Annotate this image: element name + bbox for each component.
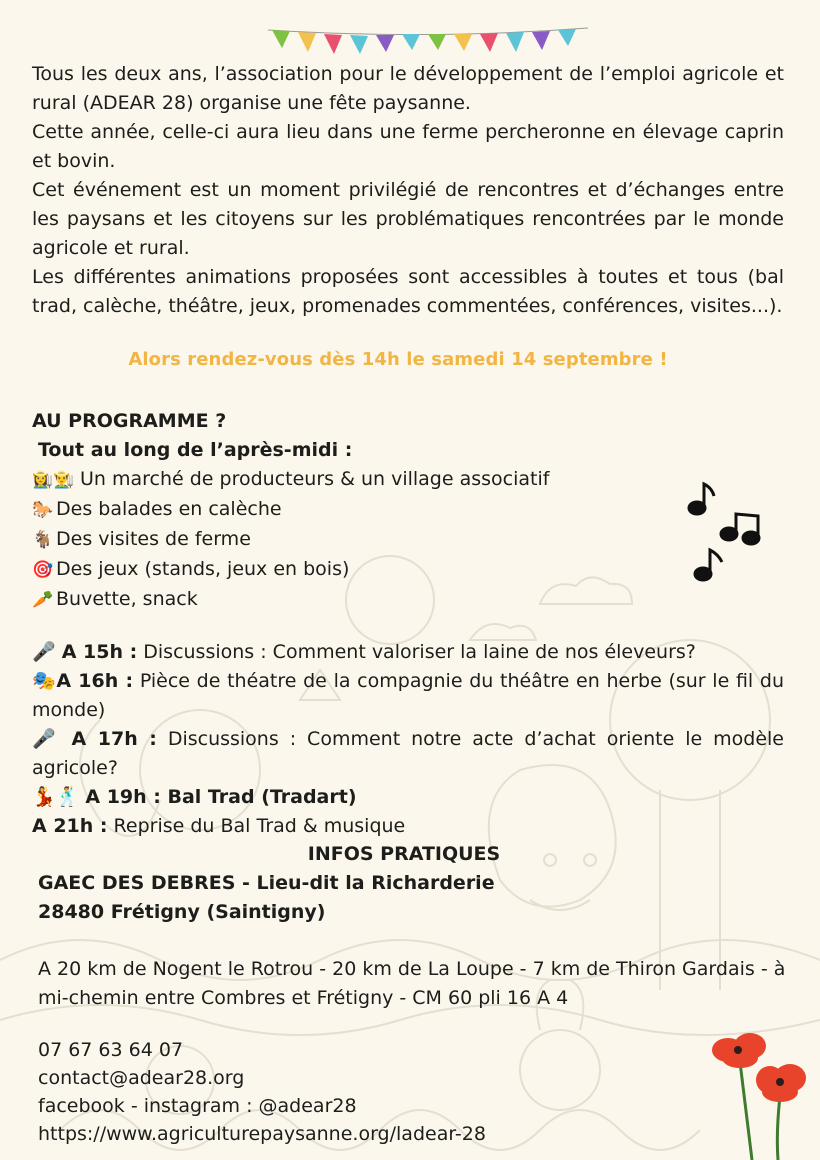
bunting-flag (376, 35, 394, 52)
intro-paragraph-2: Cette année, celle-ci aura lieu dans une ferme percheronne en élevage caprin et bovin. (32, 121, 784, 172)
program-item (32, 465, 784, 495)
schedule-item (32, 667, 784, 725)
schedule-time: A 17h : (71, 728, 157, 750)
program-item-text: Un marché de producteurs & un village associatif (80, 468, 550, 490)
bunting-flag (506, 32, 524, 52)
dancers-icon: 💃🕺 (32, 786, 80, 808)
schedule-text: Pièce de théatre de la compagnie du théâtre en herbe (sur le fil du monde) (32, 670, 784, 721)
website-url: https://www.agriculturepaysanne.org/ladear-28 (38, 1123, 486, 1145)
schedule-time: A 16h : (56, 670, 134, 692)
schedule-text: Discussions : Comment valoriser la laine de nos éleveurs? (143, 641, 696, 663)
target-icon: 🎯 (32, 560, 54, 580)
carrot-icon: 🥕 (32, 590, 54, 610)
microphone-icon: 🎤 (32, 728, 61, 750)
bunting-flag (532, 31, 550, 50)
schedule-item (32, 638, 784, 667)
program-title: AU PROGRAMME ? (32, 410, 227, 432)
program-item (32, 495, 784, 525)
intro-paragraph-4: Les différentes animations proposées sont accessibles à toutes et tous (bal trad, calèche, théâtre, jeux, promenades commentées, conférences, visites...). (32, 266, 784, 317)
program-subtitle: Tout au long de l’après-midi : (38, 439, 353, 461)
bunting-flag (324, 34, 342, 54)
infos-title: INFOS PRATIQUES (307, 843, 501, 865)
intro-paragraph-3: Cet événement est un moment privilégié de rencontres et d’échanges entre les paysans et les citoyens sur les problématiques rencontrées par le monde agricole et rural. (32, 179, 784, 259)
address-block (38, 869, 495, 927)
farmers-icon: 👩‍🌾👨‍🌾 (32, 470, 75, 490)
address-line-1: GAEC DES DEBRES - Lieu-dit la Richarderie (38, 872, 495, 894)
intro-paragraph-1: Tous les deux ans, l’association pour le développement de l’emploi agricole et rural (ADEAR 28) organise une fête paysanne. (32, 63, 784, 114)
bunting-flag (558, 29, 576, 46)
bunting-flag (298, 32, 316, 52)
schedule-item (32, 725, 784, 783)
bunting-decoration (268, 26, 588, 62)
schedule-time: A 15h : (61, 641, 138, 663)
horse-icon: 🐎 (32, 500, 54, 520)
program-item-text: Des jeux (stands, jeux en bois) (56, 558, 350, 580)
address-line-2: 28480 Frétigny (Saintigny) (38, 901, 326, 923)
schedule-text: Reprise du Bal Trad & musique (113, 815, 406, 837)
bunting-flag (350, 35, 368, 54)
schedule-item (32, 812, 784, 841)
bunting-flag (454, 34, 472, 51)
schedule-item (32, 783, 784, 812)
theater-masks-icon: 🎭 (32, 670, 57, 692)
program-item-text: Buvette, snack (56, 588, 198, 610)
music-notes-icon (685, 478, 767, 588)
phone-number: 07 67 63 64 07 (38, 1039, 184, 1061)
microphone-icon: 🎤 (32, 641, 56, 663)
program-item-text: Des visites de ferme (56, 528, 251, 550)
program-item (32, 555, 784, 585)
schedule-time: A 21h : (32, 815, 108, 837)
schedule-text: Discussions : Comment notre acte d’achat oriente le modèle agricole? (32, 728, 784, 779)
bunting-flag (402, 34, 420, 50)
goat-icon: 🐐 (32, 530, 54, 550)
schedule-section (32, 638, 784, 841)
social-handles: facebook - instagram : @adear28 (38, 1095, 357, 1117)
bunting-flag (428, 34, 446, 50)
program-item-text: Des balades en calèche (56, 498, 282, 520)
event-date-highlight: Alors rendez-vous dès 14h le samedi 14 septembre ! (128, 349, 668, 370)
bunting-flag (272, 30, 290, 48)
bunting-flag (480, 33, 498, 52)
schedule-time: A 19h : Bal Trad (Tradart) (85, 786, 357, 808)
poppy-flowers-icon (706, 1022, 816, 1160)
email-address: contact@adear28.org (38, 1067, 245, 1089)
program-item (32, 525, 784, 555)
directions-text: A 20 km de Nogent le Rotrou - 20 km de La Loupe - 7 km de Thiron Gardais - à mi-chemin entre Combres et Frétigny - CM 60 pli 16 A 4 (38, 958, 786, 1009)
program-item (32, 585, 784, 615)
contact-block (38, 1036, 486, 1148)
intro-text (32, 60, 784, 321)
program-section (32, 407, 784, 615)
